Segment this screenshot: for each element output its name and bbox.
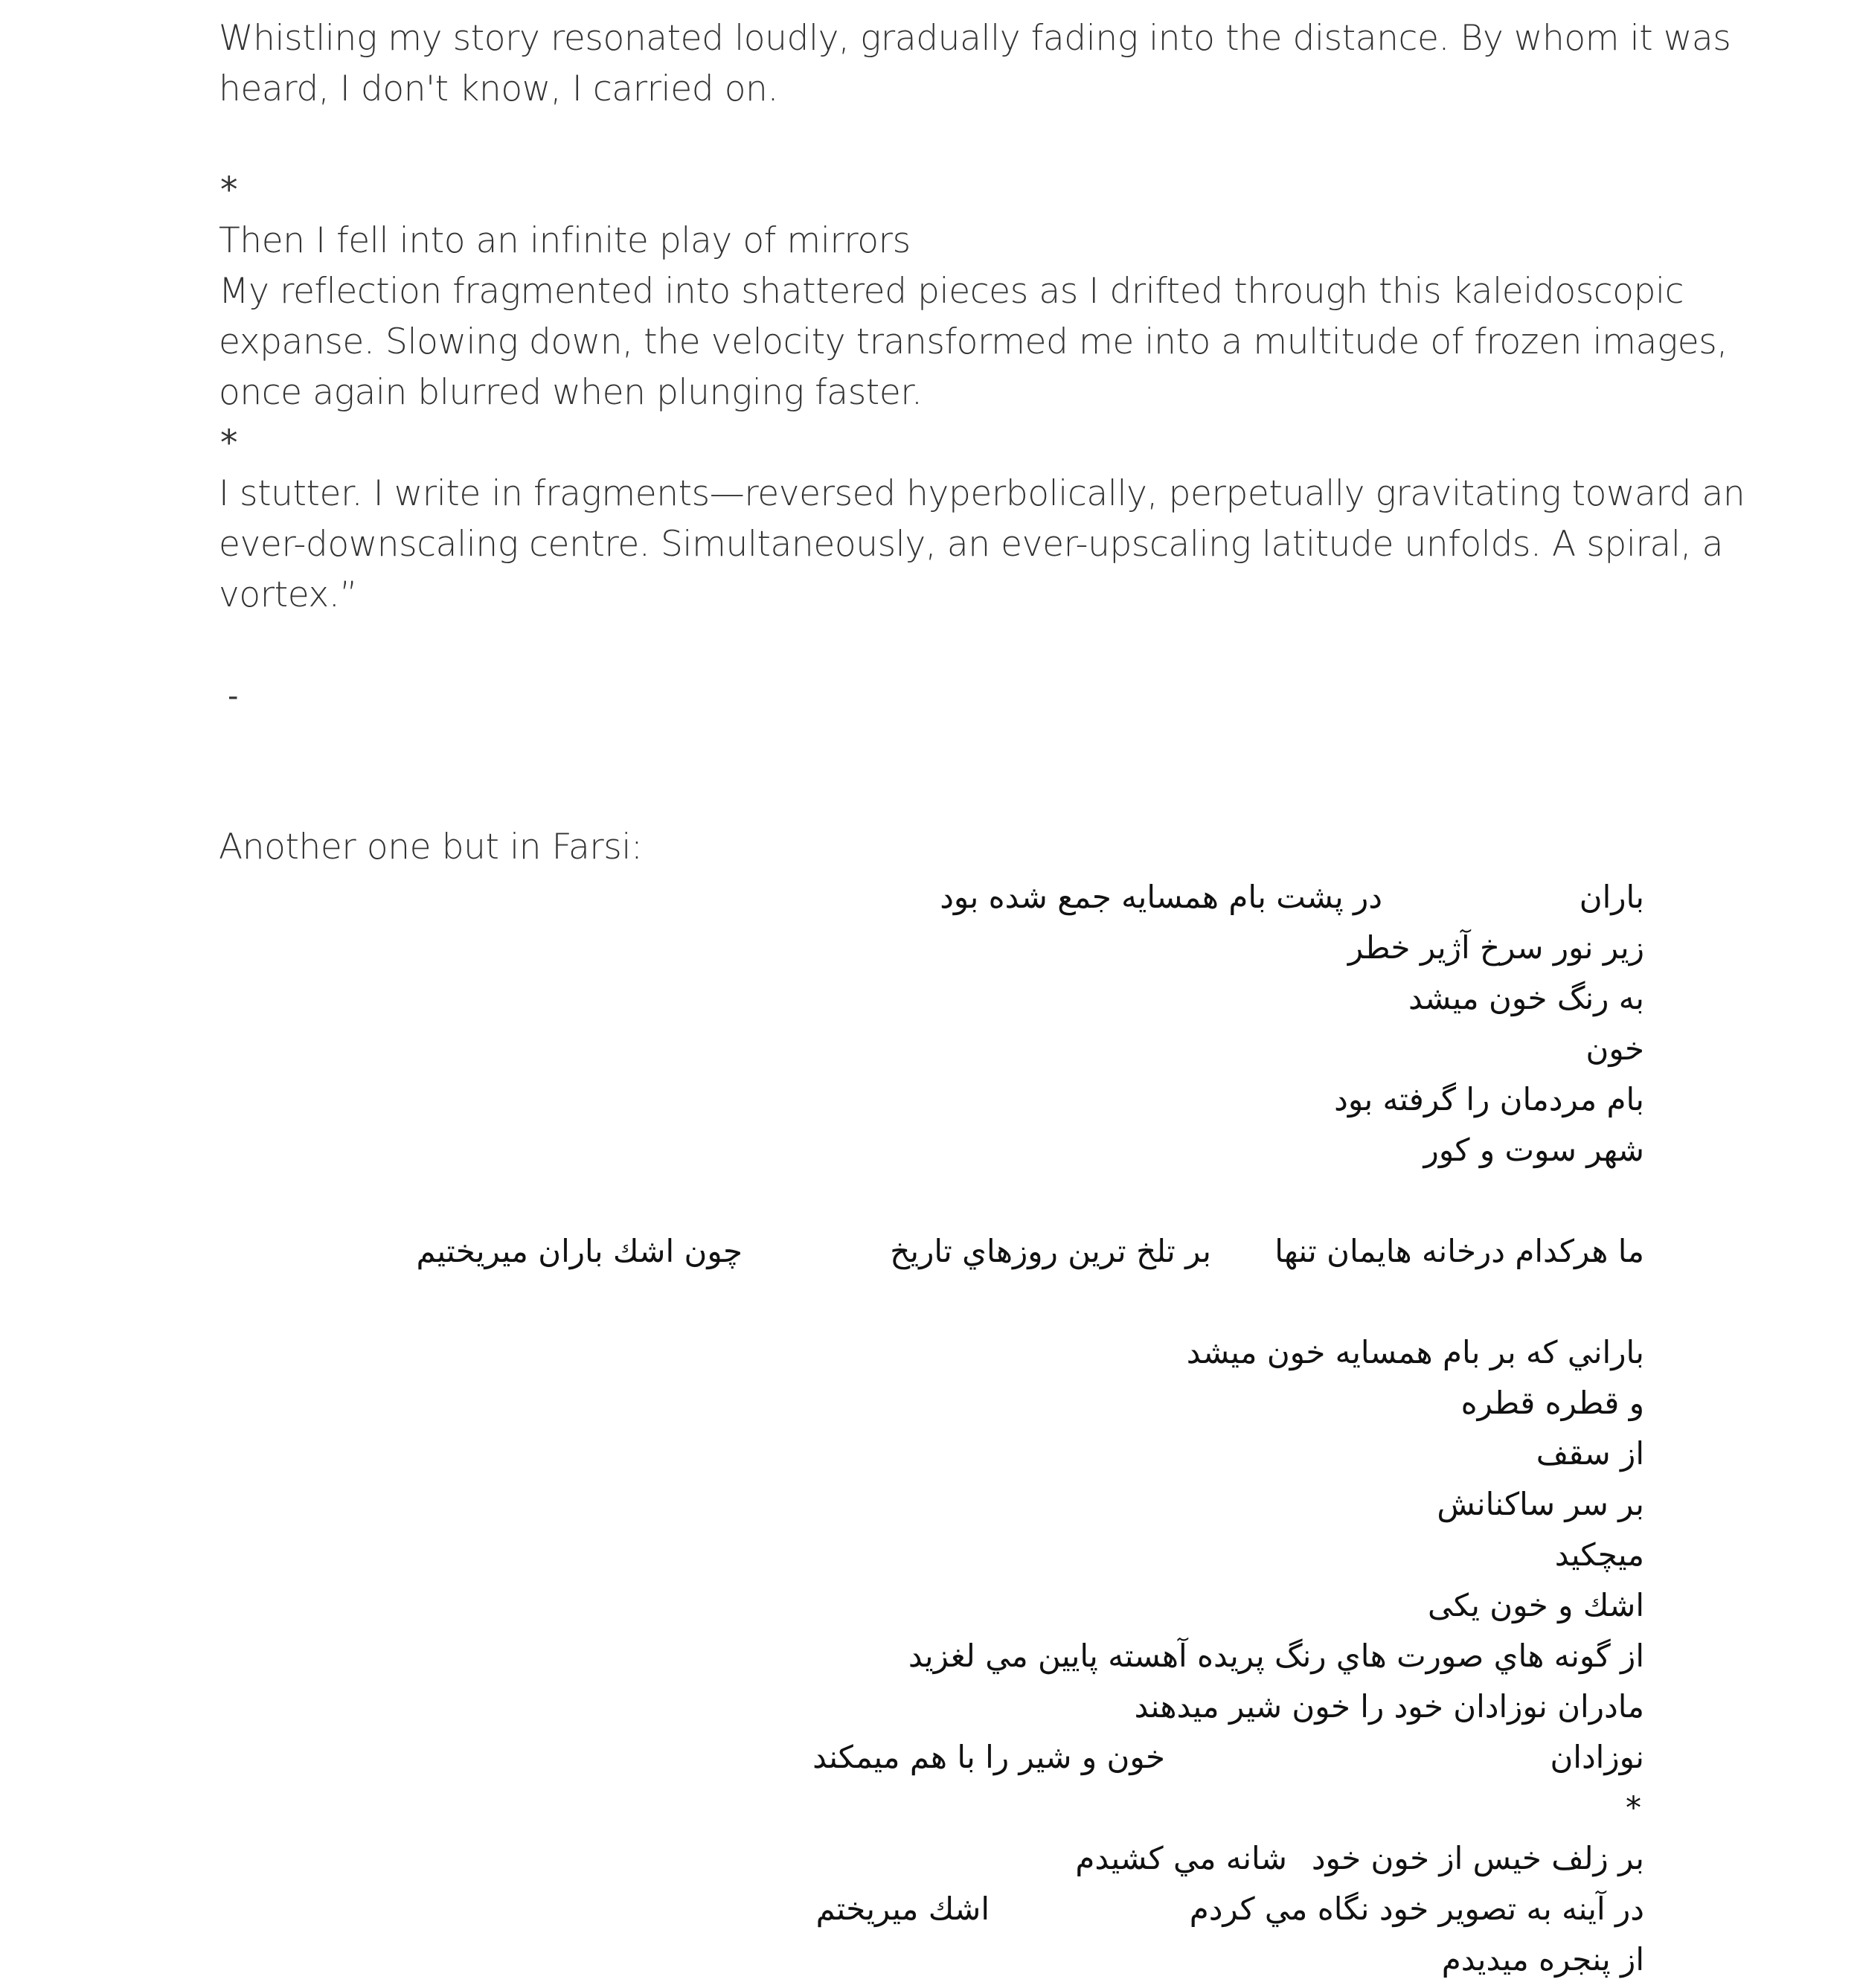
section-divider-star: *: [220, 170, 238, 211]
farsi-line-rain-rest: در پشت بام همسایه جمع شده بود: [940, 879, 1382, 915]
farsi-line: از گونه هاي صورت هاي رنگ پريده آهسته پايين مي لغزيد: [908, 1638, 1644, 1674]
farsi-line: باراني كه بر بام همسايه خون ميشد: [1186, 1334, 1644, 1370]
farsi-line: مادران نوزادان خود را خون شير ميدهند: [1134, 1688, 1644, 1725]
farsi-line-alone: ما هرکدام درخانه هایمان تنها: [1274, 1233, 1644, 1269]
paragraph-stutter-line-1: I stutter. I write in fragments—reversed hyperbolically, perpetually gravitating toward an: [219, 473, 1745, 514]
farsi-line: شهر سوت و کور: [1423, 1132, 1644, 1168]
farsi-line: از سقف: [1536, 1435, 1644, 1472]
farsi-line: بام مردمان را گرفته بود: [1334, 1081, 1644, 1118]
farsi-line-rain-word: باران: [1579, 879, 1644, 915]
farsi-line-mirror: در آينه به تصوير خود نگاه مي كردم: [1189, 1891, 1644, 1927]
farsi-line: خون: [1585, 1030, 1644, 1067]
farsi-line-tears: چون اشك باران ميريختيم: [416, 1233, 743, 1269]
line-mirrors: Then I fell into an infinite play of mirrors: [219, 220, 911, 261]
farsi-line-newborns: نوزادان: [1550, 1739, 1644, 1775]
farsi-line-rain: [1580, 872, 1644, 923]
farsi-divider-star: *: [1626, 1789, 1641, 1826]
farsi-line: از پنجره ميديدم: [1441, 1941, 1644, 1978]
farsi-line: اشك و خون يكی: [1428, 1587, 1644, 1623]
farsi-line: به رنگ خون میشد: [1408, 980, 1644, 1016]
farsi-line-comb: شانه مي كشيدم: [1075, 1840, 1287, 1876]
paragraph-whistling-line-2: heard, I don't know, I carried on.: [219, 68, 778, 109]
farsi-line: زیر نور سرخ آژیر خطر: [1347, 929, 1644, 966]
farsi-line: بر سر ساكنانش: [1437, 1486, 1644, 1522]
farsi-line: ميچكيد: [1554, 1536, 1644, 1573]
farsi-line-weeping: اشك ميريختم: [815, 1891, 990, 1927]
farsi-intro-heading: Another one but in Farsi:: [219, 827, 643, 868]
paragraph-whistling-line-1: Whistling my story resonated loudly, gradually fading into the distance. By whom it was: [219, 18, 1731, 59]
paragraph-stutter-line-2: ever-downscaling centre. Simultaneously, an ever-upscaling latitude unfolds. A spiral, a: [219, 524, 1723, 565]
farsi-line-hair: بر زلف خيس از خون خود: [1311, 1840, 1644, 1876]
paragraph-reflection-line-3: once again blurred when plunging faster.: [219, 372, 923, 413]
section-dash: -: [228, 679, 239, 714]
paragraph-reflection-line-1: My reflection fragmented into shattered pieces as I drifted through this kaleidoscopic: [219, 271, 1684, 312]
paragraph-stutter-line-3: vortex.”: [219, 574, 358, 615]
farsi-line-milk: خون و شير را با هم ميمكند: [812, 1739, 1165, 1775]
section-divider-star: *: [220, 423, 238, 464]
farsi-line: و قطره قطره: [1460, 1385, 1644, 1421]
paragraph-reflection-line-2: expanse. Slowing down, the velocity transformed me into a multitude of frozen images,: [219, 321, 1728, 362]
farsi-line-bitter-days: بر تلخ ترين روزهاي تاريخ: [890, 1233, 1211, 1269]
